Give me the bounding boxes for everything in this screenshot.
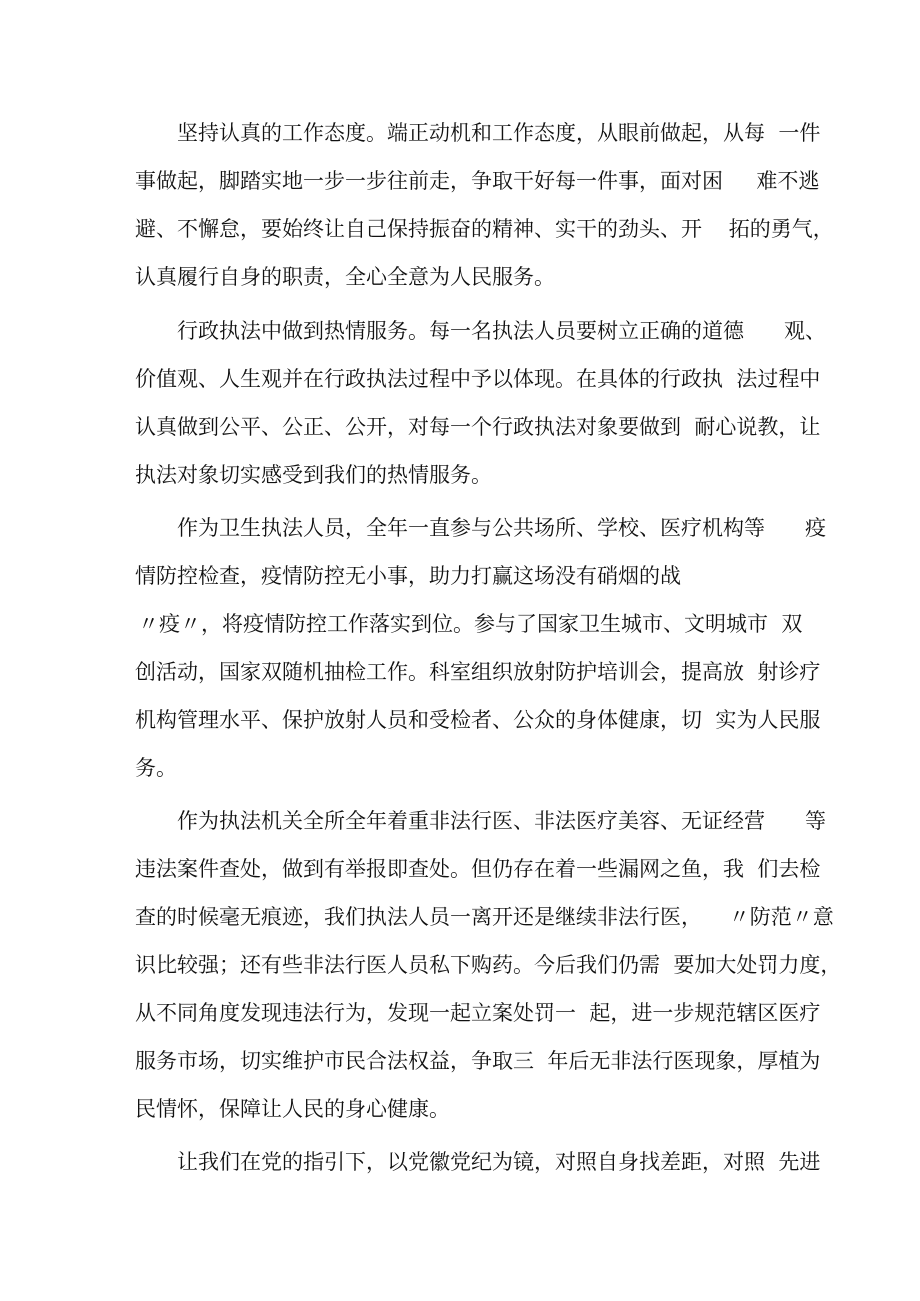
paragraph-3-line-6: 务。 bbox=[135, 756, 177, 780]
paragraph-4-line-2: 违法案件查处，做到有举报即查处。但仍存在着一些漏网之鱼，我 们去检 bbox=[135, 857, 821, 881]
paragraph-3-line-2: 情防控检查，疫情防控无小事，助力打赢这场没有硝烟的战 bbox=[135, 564, 681, 588]
paragraph-2-line-4: 执法对象切实感受到我们的热情服务。 bbox=[135, 463, 492, 487]
paragraph-5-line-1: 让我们在党的指引下，以党徽党纪为镜，对照自身找差距，对照 先进 bbox=[177, 1150, 821, 1174]
paragraph-3-line-1: 作为卫生执法人员，全年一直参与公共场所、学校、医疗机构等 疫 bbox=[177, 516, 827, 540]
paragraph-4-line-4: 识比较强；还有些非法行医人员私下购药。今后我们仍需 要加大处罚力度， bbox=[135, 953, 842, 977]
paragraph-3-line-5: 机构管理水平、保护放射人员和受检者、公众的身体健康，切 实为人民服 bbox=[135, 708, 821, 732]
paragraph-4-line-5: 从不同角度发现违法行为，发现一起立案处罚一 起，进一步规范辖区医疗 bbox=[135, 1001, 821, 1025]
paragraph-4-line-6: 服务市场，切实维护市民合法权益，争取三 年后无非法行医现象，厚植为 bbox=[135, 1049, 821, 1073]
paragraph-3-line-3: 〃疫〃，将疫情防控工作落实到位。参与了国家卫生城市、文明城市 双 bbox=[138, 612, 803, 636]
paragraph-2-line-3: 认真做到公平、公正、公开，对每一个行政执法对象要做到 耐心说教，让 bbox=[135, 415, 821, 439]
paragraph-1-line-2: 事做起，脚踏实地一步一步往前走，争取干好每一件事，面对困 难不逃 bbox=[135, 169, 820, 193]
paragraph-2-line-2: 价值观、人生观并在行政执法过程中予以体现。在具体的行政执 法过程中 bbox=[135, 367, 821, 391]
paragraph-4-line-3: 查的时候毫无痕迹，我们执法人员一离开还是继续非法行医， 〃防范〃意 bbox=[135, 905, 834, 929]
paragraph-3-line-4: 创活动，国家双随机抽检工作。科室组织放射防护培训会，提高放 射诊疗 bbox=[135, 660, 821, 684]
paragraph-1-line-1: 坚持认真的工作态度。端正动机和工作态度，从眼前做起，从每 一件 bbox=[177, 121, 821, 145]
paragraph-1-line-4: 认真履行自身的职责，全心全意为人民服务。 bbox=[135, 265, 555, 289]
paragraph-4-line-1: 作为执法机关全所全年着重非法行医、非法医疗美容、无证经营 等 bbox=[177, 809, 827, 833]
paragraph-4-line-7: 民情怀，保障让人民的身心健康。 bbox=[135, 1097, 450, 1121]
paragraph-1-line-3: 避、不懈怠，要始终让自己保持振奋的精神、实干的劲头、开 拓的勇气， bbox=[135, 217, 834, 241]
paragraph-2-line-1: 行政执法中做到热情服务。每一名执法人员要树立正确的道德 观、 bbox=[177, 319, 827, 343]
